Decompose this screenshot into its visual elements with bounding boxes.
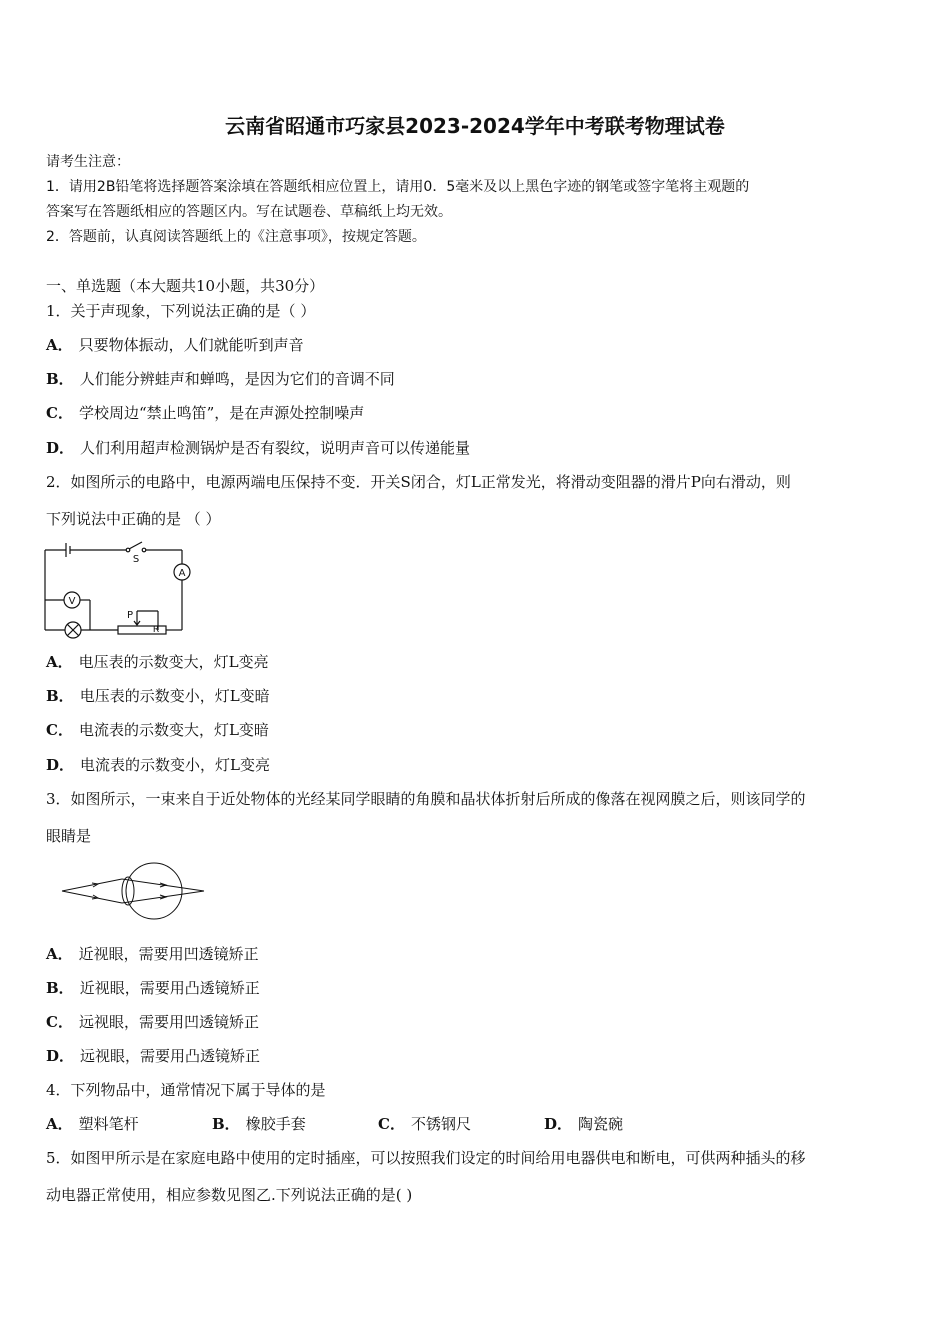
notice-heading: 请考生注意： — [46, 154, 130, 170]
q1-option-a: A． 只要物体振动，人们就能听到声音 — [46, 336, 304, 354]
circuit-diagram — [40, 538, 200, 640]
q4-option-a: A． 塑料笔杆 — [46, 1115, 139, 1133]
q4-options — [46, 1114, 710, 1134]
q2-option-b: B． 电压表的示数变小，灯L变暗 — [46, 687, 270, 705]
question-5-stem-cont: 动电器正常使用，相应参数见图乙.下列说法正确的是( ) — [46, 1186, 413, 1204]
q3-option-d: D． 远视眼，需要用凸透镜矫正 — [46, 1047, 261, 1065]
q2-option-a: A． 电压表的示数变大，灯L变亮 — [46, 653, 269, 671]
notice-item-2: 2．答题前，认真阅读答题纸上的《注意事项》，按规定答题。 — [46, 229, 426, 245]
question-2-stem-cont: 下列说法中正确的是 （ ） — [46, 510, 221, 528]
q4-option-d: D． 陶瓷碗 — [544, 1115, 624, 1133]
notice-item-1: 1．请用2B铅笔将选择题答案涂填在答题纸相应位置上，请用0．5毫米及以上黑色字迹的钢笔或签字笔将主观题的 — [46, 179, 750, 195]
question-4-stem: 4．下列物品中，通常情况下属于导体的是 — [46, 1081, 326, 1099]
question-5-stem: 5．如图甲所示是在家庭电路中使用的定时插座，可以按照我们设定的时间给用电器供电和断电，可供两种插头的移 — [46, 1149, 806, 1167]
voltmeter-label: V — [68, 596, 76, 607]
question-3-stem-cont: 眼睛是 — [46, 827, 92, 845]
q1-option-d: D． 人们利用超声检测锅炉是否有裂纹，说明声音可以传递能量 — [46, 439, 471, 457]
q1-option-b: B． 人们能分辨蛙声和蝉鸣，是因为它们的音调不同 — [46, 370, 395, 388]
eye-diagram — [58, 858, 208, 922]
q2-option-d: D． 电流表的示数变小，灯L变亮 — [46, 756, 270, 774]
question-1-stem: 1．关于声现象，下列说法正确的是（ ） — [46, 302, 316, 320]
q1-option-c: C． 学校周边“禁止鸣笛”，是在声源处控制噪声 — [46, 404, 365, 422]
question-2-stem: 2．如图所示的电路中，电源两端电压保持不变．开关S闭合，灯L正常发光，将滑动变阻器的滑片P向右滑动，则 — [46, 473, 791, 491]
page-title: 云南省昭通市巧家县2023-2024学年中考联考物理试卷 — [225, 114, 725, 138]
notice-item-1-cont: 答案写在答题纸相应的答题区内。写在试题卷、草稿纸上均无效。 — [46, 204, 452, 220]
ammeter-label: A — [178, 568, 186, 579]
switch-label: S — [132, 554, 140, 565]
q3-option-a: A． 近视眼，需要用凹透镜矫正 — [46, 945, 259, 963]
q3-option-c: C． 远视眼，需要用凹透镜矫正 — [46, 1013, 259, 1031]
q2-option-c: C． 电流表的示数变大，灯L变暗 — [46, 721, 269, 739]
q3-option-b: B． 近视眼，需要用凸透镜矫正 — [46, 979, 260, 997]
question-3-stem: 3．如图所示，一束来自于近处物体的光经某同学眼睛的角膜和晶状体折射后所成的像落在视网膜之后，则该同学的 — [46, 790, 806, 808]
slider-label: P — [126, 610, 134, 621]
resistor-label: R — [152, 625, 160, 635]
q4-option-b: B． 橡胶手套 — [212, 1115, 306, 1133]
section-heading: 一、单选题（本大题共10小题，共30分） — [46, 277, 325, 295]
q4-option-c: C． 不锈钢尺 — [378, 1115, 471, 1133]
